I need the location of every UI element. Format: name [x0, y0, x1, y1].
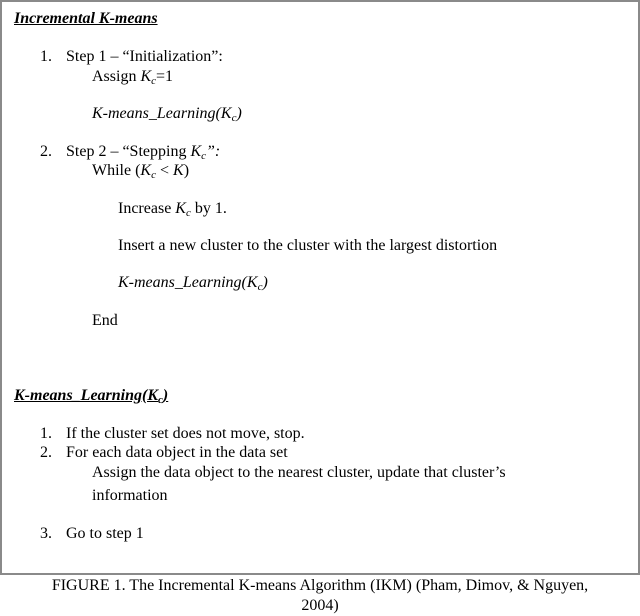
figure-caption-line1: FIGURE 1. The Incremental K-means Algorithm (IKM) (Pham, Dimov, & Nguyen, — [51, 577, 589, 594]
call-close: ) — [262, 274, 268, 291]
k-var: K — [173, 162, 184, 179]
less-than-op: < — [155, 162, 174, 179]
item-text: If the cluster set does not move, stop. — [66, 425, 305, 442]
assign-value: =1 — [156, 68, 174, 85]
learning-step-2-detail-line2: information — [92, 487, 168, 504]
while-keyword: While ( — [92, 162, 141, 179]
learning-step-3 — [40, 525, 144, 543]
item-number: 2. — [40, 444, 52, 461]
section-heading-incremental-kmeans: Incremental K-means — [14, 10, 158, 27]
step2-insert: Insert a new cluster to the cluster with the largest distortion — [118, 237, 498, 254]
assign-text: Assign — [92, 68, 141, 85]
kc-subscript: c — [151, 169, 156, 181]
kc-subscript: c — [185, 207, 191, 219]
step1-title — [40, 48, 223, 66]
call-subscript: c — [231, 112, 237, 124]
kc-var: K — [140, 68, 152, 85]
learning-step-1 — [40, 425, 305, 443]
call-close: ) — [236, 105, 242, 122]
increase-text: Increase — [118, 200, 176, 217]
step1-label: Step 1 – “Initialization”: — [66, 48, 223, 65]
heading-subscript: c — [158, 394, 163, 406]
kc-subscript: c — [151, 75, 157, 87]
increase-suffix: by 1. — [190, 200, 227, 217]
step1-assign — [92, 68, 173, 90]
step2-end: End — [92, 312, 118, 329]
learning-step-2-detail-line1: Assign the data object to the nearest cluster, update that cluster’s — [92, 464, 506, 481]
kc-var: K — [140, 162, 152, 179]
item-number: 1. — [40, 425, 52, 442]
heading-close: ) — [162, 387, 169, 404]
while-close: ) — [183, 162, 190, 179]
kc-subscript: c — [201, 150, 206, 162]
step2-number: 2. — [40, 143, 52, 160]
call-subscript: c — [257, 281, 263, 293]
step1-kmeans-call — [92, 105, 242, 127]
learning-step-2 — [40, 444, 288, 462]
item-text: For each data object in the data set — [66, 444, 288, 461]
step2-kmeans-call — [118, 274, 268, 296]
section-heading-kmeans-learning — [14, 387, 168, 409]
step2-increase — [118, 200, 227, 222]
figure-caption-line2: 2004) — [301, 597, 339, 614]
step2-label: Step 2 – “Stepping — [66, 143, 191, 160]
step2-while — [92, 162, 189, 184]
kc-var: K — [175, 200, 186, 217]
call-name: K-means_Learning(K — [92, 105, 232, 122]
call-name: K-means_Learning(K — [118, 274, 258, 291]
kc-var: K — [190, 143, 202, 160]
step2-label-close: ”: — [206, 143, 221, 160]
item-number: 3. — [40, 525, 52, 542]
step1-number: 1. — [40, 48, 52, 65]
item-text: Go to step 1 — [66, 525, 144, 542]
heading-name: K-means_Learning(K — [14, 387, 159, 404]
